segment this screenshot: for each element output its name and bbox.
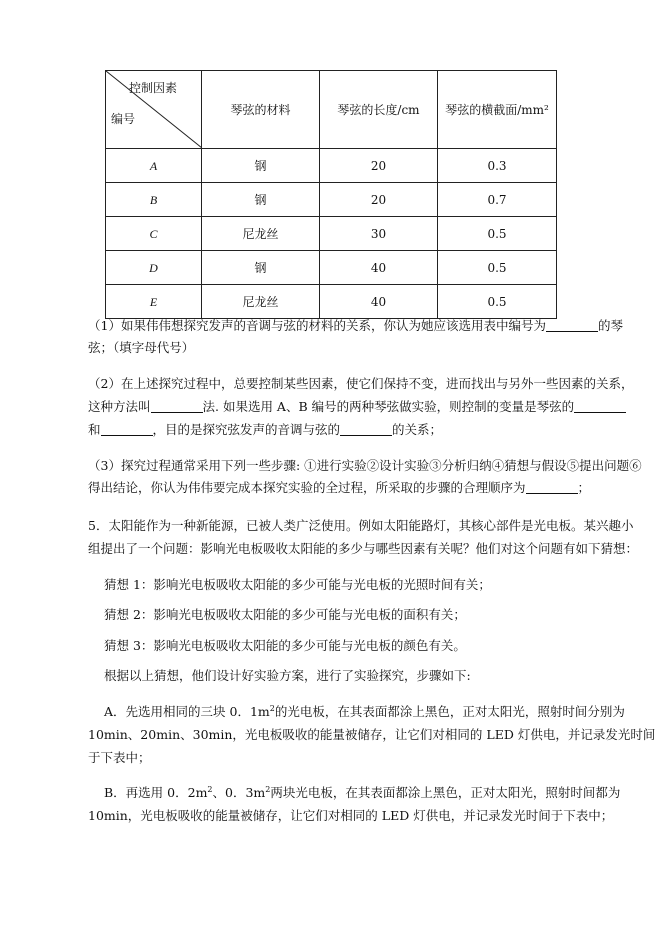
string-experiment-table: [105, 70, 557, 319]
q5-step-a-text-a: A．先选用相同的三块 0．1m: [104, 704, 270, 719]
q3-text-a: 得出结论，你认为伟伟要完成本探究实验的全过程，所采取的步骤的合理顺序为: [88, 480, 526, 495]
q2-variable-blank-2[interactable]: [101, 421, 153, 436]
header-length: 琴弦的长度/cm: [320, 71, 438, 149]
diagonal-header-cell: [106, 71, 202, 149]
superscript-2: 2: [269, 704, 275, 713]
q2-line-1: （2）在上述探究过程中，总要控制某些因素，使它们保持不变，进而找出与另外一些因素的关系，: [88, 376, 634, 391]
q1-text-a: （1）如果伟伟想探究发声的音调与弦的材料的关系，你认为她应该选用表中编号为: [88, 318, 546, 333]
q5-line-2: 组提出了一个问题：影响光电板吸收太阳能的多少与哪些因素有关呢？他们对这个问题有如下猜想：: [88, 541, 639, 556]
q3-order-blank[interactable]: [526, 479, 578, 494]
q2-text-a: 这种方法叫: [88, 399, 151, 414]
q5-step-b-line-1: [104, 783, 620, 803]
table-row: [106, 251, 557, 285]
cell-length: 20: [320, 149, 438, 183]
q5-step-b-line-2: 10min，光电板吸收的能量被储存，让它们对相同的 LED 灯供电，并记录发光时间于下表中；: [88, 808, 614, 823]
q5-step-b-text-c: 两块光电板，在其表面都涂上黑色，正对太阳光，照射时间都为: [270, 785, 621, 800]
cell-material: 尼龙丝: [202, 217, 320, 251]
q5-step-a-line-3: 于下表中；: [88, 750, 151, 765]
q3-text-b: ；: [577, 480, 591, 495]
q5-step-b-text-b: 、0．3m: [212, 785, 266, 800]
q2-variable-blank-1[interactable]: [574, 398, 626, 413]
cell-length: 30: [320, 217, 438, 251]
q5-step-a-line-2: 10min、20min、30min，光电板吸收的能量被储存，让它们对相同的 LED 灯供电，并记录发光时间: [88, 727, 656, 742]
q2-text-c: 和: [88, 422, 101, 437]
cell-id: E: [106, 285, 202, 319]
cell-area: 0.7: [438, 183, 557, 217]
cell-area: 0.5: [438, 217, 557, 251]
q2-factor-blank[interactable]: [340, 421, 392, 436]
q2-line-3: [88, 420, 442, 440]
q2-method-blank[interactable]: [151, 398, 203, 413]
q5-guess-3: 猜想 3：影响光电板吸收太阳能的多少可能与光电板的颜色有关。: [104, 638, 466, 653]
cell-id: A: [106, 149, 202, 183]
q5-guess-1: 猜想 1：影响光电板吸收太阳能的多少可能与光电板的光照时间有关；: [104, 577, 491, 592]
q3-line-2: [88, 478, 590, 498]
header-area: 琴弦的横截面/mm²: [438, 71, 557, 149]
table-row: [106, 285, 557, 319]
q1-text-b: 的琴: [597, 318, 623, 333]
cell-area: 0.5: [438, 251, 557, 285]
cell-length: 40: [320, 285, 438, 319]
q1-answer-blank[interactable]: [546, 317, 598, 332]
table-row: [106, 183, 557, 217]
cell-length: 40: [320, 251, 438, 285]
q5-step-b-text-a: B．再选用 0．2m: [104, 785, 208, 800]
header-material: 琴弦的材料: [202, 71, 320, 149]
cell-length: 20: [320, 183, 438, 217]
cell-material: 尼龙丝: [202, 285, 320, 319]
q5-step-a-line-1: [104, 702, 625, 722]
q2-text-b: 法. 如果选用 A、B 编号的两种琴弦做实验，则控制的变量是琴弦的: [202, 399, 575, 414]
cell-material: 钢: [202, 149, 320, 183]
table-row: [106, 217, 557, 251]
q5-plan: 根据以上猜想，他们设计好实验方案，进行了实验探究，步骤如下:: [104, 668, 471, 683]
cell-id: D: [106, 251, 202, 285]
diag-top-label: 控制因素: [128, 81, 177, 95]
cell-material: 钢: [202, 183, 320, 217]
cell-material: 钢: [202, 251, 320, 285]
diag-bottom-label: 编号: [111, 112, 136, 126]
q5-line-1: 5．太阳能作为一种新能源，已被人类广泛使用。例如太阳能路灯，其核心部件是光电板。某兴趣小: [88, 518, 634, 533]
cell-area: 0.3: [438, 149, 557, 183]
q3-line-1: （3）探究过程通常采用下列一些步骤: ①进行实验②设计实验③分析归纳④猜想与假设⑤提出问题⑥: [88, 458, 642, 473]
cell-id: B: [106, 183, 202, 217]
q2-text-e: 的关系；: [392, 422, 443, 437]
q5-step-a-text-b: 的光电板，在其表面都涂上黑色，正对太阳光，照射时间分别为: [274, 704, 625, 719]
q2-text-d: ，目的是探究弦发声的音调与弦的: [152, 422, 341, 437]
superscript-2: 2: [207, 785, 213, 794]
table-header-row: [106, 71, 557, 149]
cell-id: C: [106, 217, 202, 251]
q2-line-2: [88, 397, 626, 417]
table-row: [106, 149, 557, 183]
superscript-2: 2: [265, 785, 271, 794]
q1-line-2: 弦；（填字母代号）: [88, 340, 195, 355]
q5-guess-2: 猜想 2：影响光电板吸收太阳能的多少可能与光电板的面积有关；: [104, 607, 466, 622]
q1-line-1: [88, 316, 623, 336]
cell-area: 0.5: [438, 285, 557, 319]
